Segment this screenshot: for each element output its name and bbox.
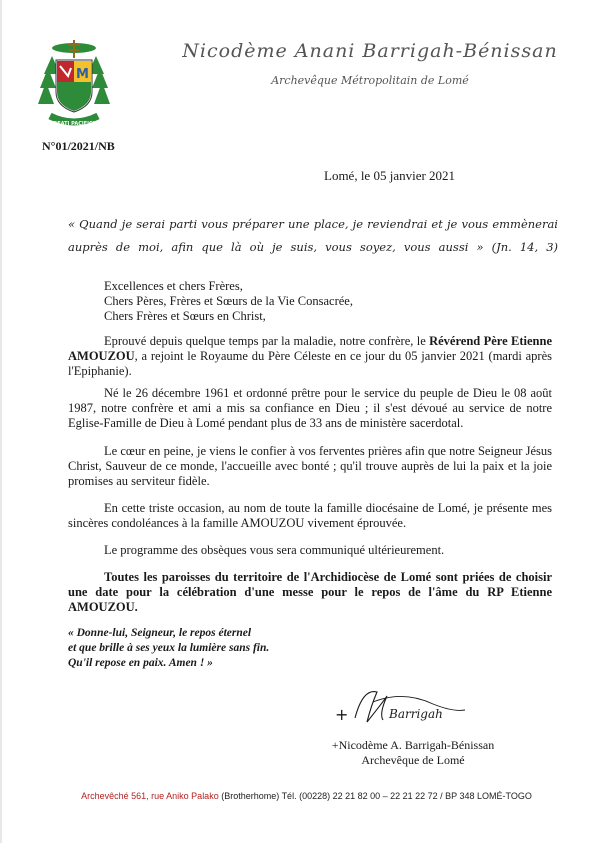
paragraph-text: , a rejoint le Royaume du Père Céleste en ce jour du 05 janvier 2021 (mardi après l'Epiphanie). (68, 349, 552, 378)
prayer-line: et que brille à ses yeux la lumière sans fin. (68, 642, 270, 654)
letterhead-name: Nicodème Anani Barrigah-Bénissan (182, 40, 558, 62)
scripture-quote: « Quand je serai parti vous préparer une place, je reviendrai et je vous emmènerai auprès de moi, afin que là où je suis, vous soyez, vous aussi » (Jn. 14, 3) (68, 217, 558, 254)
salutation-line: Excellences et chers Frères, (104, 279, 243, 293)
paragraph-mass-request: Toutes les paroisses du territoire de l'Archidiocèse de Lomé sont priées de choisir une date pour la célébration d'une messe pour le repos de l'âme du RP Etienne AMOUZOU. (68, 570, 552, 614)
salutation-line: Chers Frères et Sœurs en Christ, (104, 309, 266, 323)
svg-text:M: M (76, 67, 89, 82)
deceased-name: Révérend Père Etienne AMOUZOU (68, 334, 552, 363)
paragraph-text: Eprouvé depuis quelque temps par la maladie, notre confrère, le (104, 334, 430, 348)
signatory-title: Archevêque de Lomé (361, 753, 465, 767)
handwritten-signature (333, 682, 473, 728)
paragraph-condolences: En cette triste occasion, au nom de toute la famille diocésaine de Lomé, je présente mes sincères condoléances à la famille AMOUZOU vivement éprouvée. (68, 501, 552, 530)
reference-number: N°01/2021/NB (42, 139, 115, 153)
paragraph-prayers: Le cœur en peine, je viens le confier à vos ferventes prières afin que notre Seigneur Jésus Christ, Sauveur de ce monde, l'accueille avec bonté ; qu'il trouve auprès de lui la paix et la joie promises au serviteur fidèle. (68, 444, 552, 488)
footer-address (0, 791, 613, 801)
signatory-name: +Nicodème A. Barrigah-Bénissan (331, 738, 495, 752)
coat-of-arms (38, 36, 110, 132)
svg-text:BEATI PACIFICI: BEATI PACIFICI (53, 121, 95, 127)
paragraph-programme: Le programme des obsèques vous sera communiqué ultérieurement. (104, 543, 445, 557)
paragraph-announcement (68, 334, 552, 379)
signature-scribble: Barrigah (389, 707, 443, 721)
letterhead-role: Archevêque Métropolitain de Lomé (271, 74, 469, 87)
scan-edge (0, 0, 2, 843)
footer-address-street: Archevêché 561, rue Aniko Palako (81, 791, 219, 801)
salutation-line: Chers Pères, Frères et Sœurs de la Vie Consacrée, (104, 294, 353, 308)
signature-cross: + (335, 705, 349, 724)
prayer-line: « Donne-lui, Seigneur, le repos éternel (68, 627, 252, 639)
letter-date: Lomé, le 05 janvier 2021 (324, 168, 456, 183)
prayer-line: Qu'il repose en paix. Amen ! » (68, 657, 213, 669)
salutation (104, 279, 353, 324)
closing-prayer (68, 626, 269, 671)
paragraph-biography: Né le 26 décembre 1961 et ordonné prêtre pour le service du peuple de Dieu le 08 août 1987, notre confrère et ami a mis sa confiance en Dieu ; il s'est dévoué au service de notre Eglise-Famille de Dieu à Lomé pendant plus de 33 ans de ministère sacerdotal. (68, 386, 552, 430)
footer-address-contact: (Brotherhome) Tél. (00228) 22 21 82 00 – 22 21 22 72 / BP 348 LOMÉ-TOGO (218, 791, 532, 801)
